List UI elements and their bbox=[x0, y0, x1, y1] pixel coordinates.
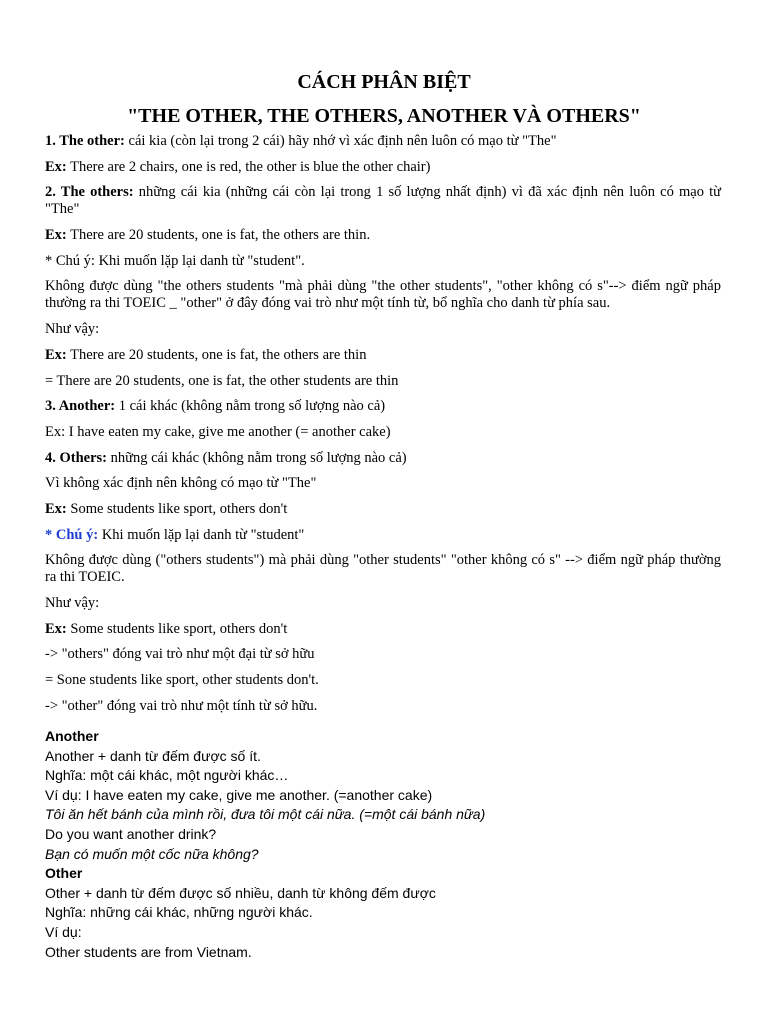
note-line: Nghĩa: những cái khác, những người khác. bbox=[45, 904, 313, 921]
paragraph-text: Vì không xác định nên không có mạo từ "The" bbox=[45, 475, 317, 492]
document-title: CÁCH PHÂN BIỆT bbox=[297, 71, 471, 93]
note-line: Other + danh từ đếm được số nhiều, danh từ không đếm được bbox=[45, 884, 436, 901]
paragraph-text: -> "others" đóng vai trò như một đại từ sở hữu bbox=[45, 646, 315, 663]
paragraph-lead: Ex: bbox=[45, 346, 67, 363]
paragraph bbox=[45, 347, 721, 364]
paragraph bbox=[45, 184, 721, 218]
paragraph bbox=[45, 424, 721, 441]
paragraph-text: Ex: I have eaten my cake, give me another (= another cake) bbox=[45, 423, 391, 440]
translation-line: Bạn có muốn một cốc nữa không? bbox=[45, 845, 259, 862]
paragraph-text: Như vậy: bbox=[45, 595, 100, 611]
paragraph bbox=[45, 501, 721, 518]
paragraph-lead: 1. The other: bbox=[45, 133, 125, 149]
paragraph bbox=[45, 595, 721, 612]
translation-line: Tôi ăn hết bánh của mình rồi, đưa tôi một cái nữa. (=một cái bánh nữa) bbox=[45, 806, 486, 823]
paragraph-lead: 4. Others: bbox=[45, 449, 108, 466]
note-lead: * Chú ý: bbox=[45, 526, 99, 543]
paragraph-text: Không được dùng ("others students") mà phải dùng "other students" "other không có s" --> điểm ngữ pháp thường ra thi TOEIC. bbox=[45, 552, 721, 586]
paragraph-text: There are 20 students, one is fat, the others are thin bbox=[66, 346, 367, 363]
paragraph-text: những cái kia (những cái còn lại trong 1 số lượng nhất định) vì đã xác định nên luôn có mạo từ "The" bbox=[45, 184, 721, 218]
paragraph-text: Không được dùng "the others students "mà phải dùng "the other students", "other không có s"--> điểm ngữ pháp thường ra thi TOEIC _ "other" ở đây đóng vai trò như một tính từ, bổ nghĩa cho danh từ phía sau. bbox=[45, 278, 721, 312]
paragraph-lead: 2. The others: bbox=[45, 184, 134, 201]
note-line: Nghĩa: một cái khác, một người khác… bbox=[45, 767, 289, 784]
note-line: Ví dụ: bbox=[45, 923, 82, 940]
note-line: Another + danh từ đếm được số ít. bbox=[45, 747, 261, 764]
paragraph-text: cái kia (còn lại trong 2 cái) hãy nhớ vì xác định nên luôn có mạo từ "The" bbox=[124, 133, 557, 149]
paragraph-text: Khi muốn lặp lại danh từ "student" bbox=[98, 526, 305, 543]
paragraph-text: 1 cái khác (không nằm trong số lượng nào cả) bbox=[115, 398, 386, 415]
note-line: Ví dụ: I have eaten my cake, give me another. (=another cake) bbox=[45, 786, 433, 803]
note-line: Other students are from Vietnam. bbox=[45, 943, 252, 960]
paragraph bbox=[45, 552, 721, 586]
paragraph-text: = There are 20 students, one is fat, the other students are thin bbox=[45, 372, 399, 389]
paragraph-text: những cái khác (không nằm trong số lượng nào cả) bbox=[107, 449, 407, 466]
main-content bbox=[45, 133, 721, 723]
note-line: Do you want another drink? bbox=[45, 825, 217, 842]
paragraph-text: There are 20 students, one is fat, the others are thin. bbox=[66, 227, 371, 244]
paragraph bbox=[45, 527, 721, 544]
paragraph-text: Some students like sport, others don't bbox=[66, 500, 288, 517]
paragraph-text: There are 2 chairs, one is red, the other is blue the other chair) bbox=[66, 158, 431, 175]
paragraph-lead: Ex: bbox=[45, 227, 67, 244]
paragraph bbox=[45, 278, 721, 312]
extra-notes bbox=[45, 727, 735, 962]
paragraph bbox=[45, 450, 721, 467]
paragraph-text: -> "other" đóng vai trò như một tính từ sở hữu. bbox=[45, 697, 318, 714]
paragraph bbox=[45, 646, 721, 663]
paragraph-text: Some students like sport, others don't bbox=[66, 620, 288, 637]
paragraph bbox=[45, 321, 721, 338]
paragraph-lead: 3. Another: bbox=[45, 398, 116, 415]
paragraph-text: = Sone students like sport, other students don't. bbox=[45, 672, 319, 689]
paragraph bbox=[45, 159, 721, 176]
paragraph bbox=[45, 398, 721, 415]
document-subtitle: "THE OTHER, THE OTHERS, ANOTHER VÀ OTHERS" bbox=[127, 105, 641, 127]
paragraph-lead: Ex: bbox=[45, 158, 67, 175]
paragraph bbox=[45, 253, 721, 270]
paragraph bbox=[45, 672, 721, 689]
paragraph-lead: Ex: bbox=[45, 500, 67, 517]
paragraph bbox=[45, 475, 721, 492]
paragraph bbox=[45, 621, 721, 638]
paragraph bbox=[45, 373, 721, 390]
section-heading-other: Other bbox=[45, 865, 83, 882]
paragraph bbox=[45, 698, 721, 715]
paragraph bbox=[45, 227, 721, 244]
paragraph bbox=[45, 133, 721, 150]
paragraph-lead: Ex: bbox=[45, 620, 67, 637]
title-block bbox=[0, 70, 768, 128]
section-heading-another: Another bbox=[45, 728, 99, 744]
paragraph-text: Như vậy: bbox=[45, 321, 100, 338]
paragraph-text: * Chú ý: Khi muốn lặp lại danh từ "student". bbox=[45, 252, 305, 269]
